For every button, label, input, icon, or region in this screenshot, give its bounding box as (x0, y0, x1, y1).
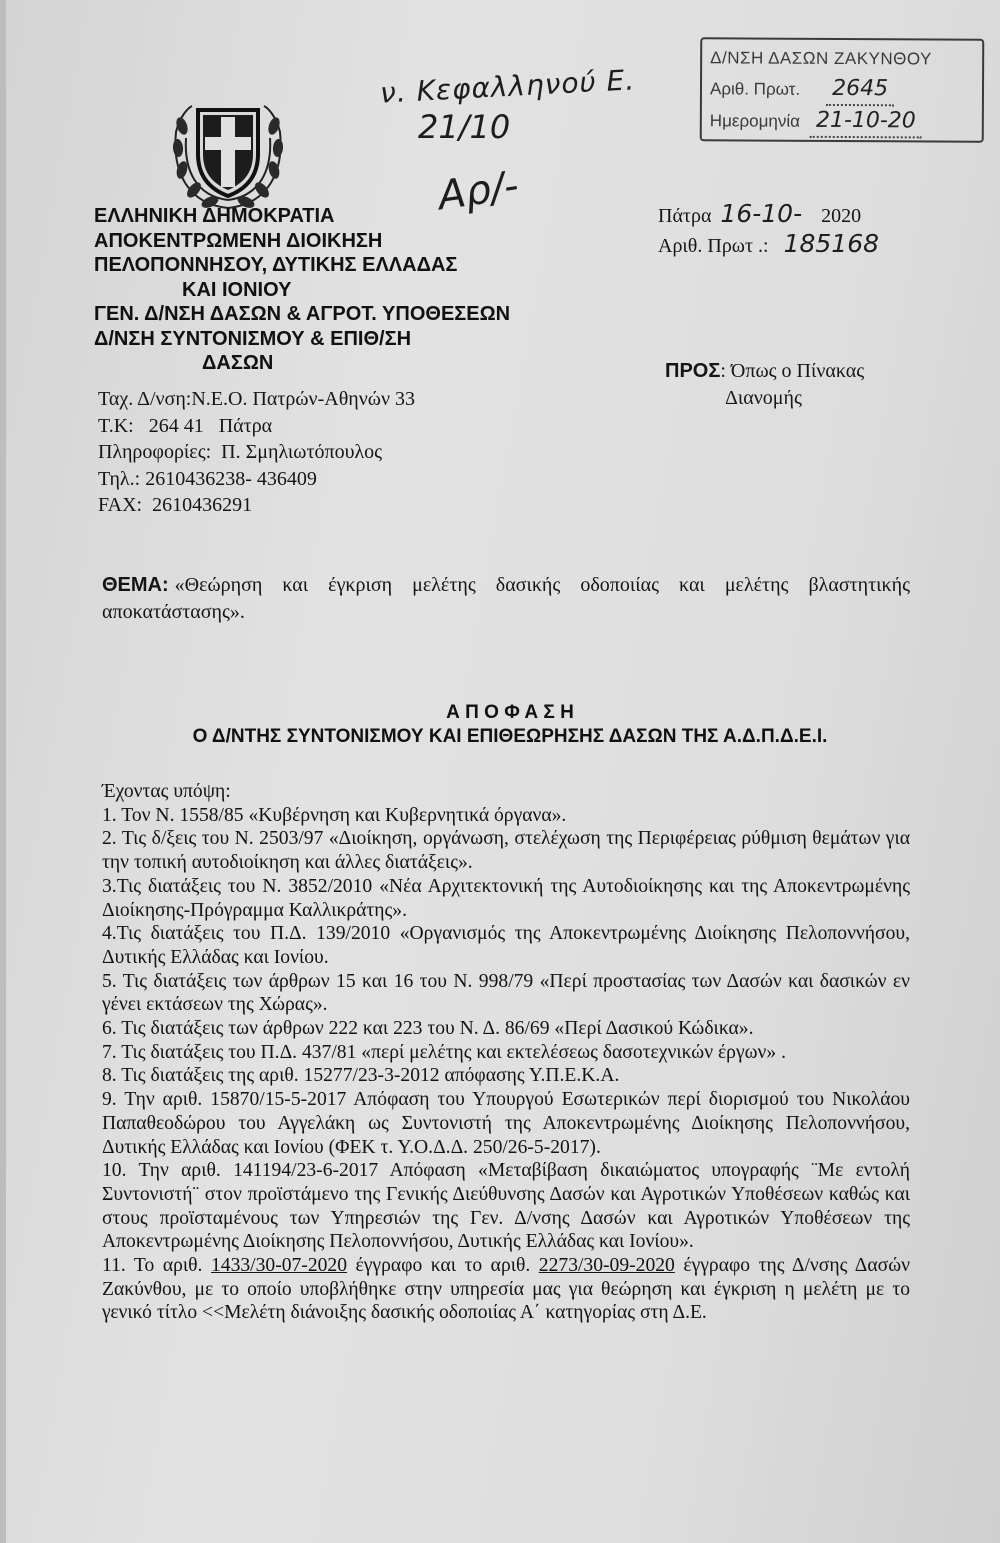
contact-address: Ταχ. Δ/νση:Ν.Ε.Ο. Πατρών-Αθηνών 33 (98, 388, 415, 410)
consideration-item: 6. Τις διατάξεις των άρθρων 222 και 223 του Ν. Δ. 86/69 «Περί Δασικού Κώδικα». (102, 1018, 754, 1040)
dateline-year: 2020 (821, 205, 862, 227)
subject (102, 572, 910, 626)
handwritten-signature: Αρ/- (435, 162, 522, 220)
dateline (658, 200, 879, 260)
consideration-item: 8. Τις διατάξεις της αριθ. 15277/23-3-2012 απόφασης Υ.Π.Ε.Κ.Α. (102, 1065, 620, 1087)
item11-ref2: 2273/30-09-2020 (538, 1255, 675, 1277)
contact-phone: Τηλ.: 2610436238- 436409 (98, 467, 317, 490)
sender-line: Δ/ΝΣΗ ΣΥΝΤΟΝΙΣΜΟΥ & ΕΠΙΘ/ΣΗ (94, 327, 412, 350)
consideration-item-11 (102, 1254, 910, 1325)
stamp-protocol-value: 2645 (826, 74, 894, 106)
recipient-text: : Όπως ο Πίνακας (720, 360, 865, 382)
considerations-intro: Έχοντας υπόψη: (102, 781, 231, 802)
dateline-protocol-label: Αριθ. Πρωτ .: (658, 235, 769, 257)
recipient-block (665, 358, 864, 412)
item11-mid: έγγραφο και το αριθ. (355, 1255, 531, 1277)
consideration-item: 4.Τις διατάξεις του Π.Δ. 139/2010 «Οργανισμός της Αποκεντρωμένης Διοίκησης Πελοποννήσου, Δυτικής Ελλάδας και Ιονίου. (102, 923, 910, 968)
recipient-label: ΠΡΟΣ (665, 360, 721, 382)
sender-line: ΚΑΙ ΙΟΝΙΟΥ (182, 278, 292, 301)
item11-pre: 11. Το αριθ. (102, 1255, 203, 1277)
subject-text: «Θεώρηση και έγκριση μελέτης δασικής οδοποιίας και μελέτης βλαστητικής αποκατάστασης». (102, 574, 910, 623)
greek-coat-of-arms-emblem (158, 92, 298, 216)
handwritten-note-recipient: ν. Κεφαλληνού Ε. (379, 63, 636, 110)
consideration-item: 1. Τον Ν. 1558/85 «Κυβέρνηση και Κυβερνητικά όργανα». (102, 804, 567, 826)
stamp-date-label: Ημερομηνία (709, 111, 801, 131)
contact-fax: FAX: 2610436291 (98, 494, 253, 516)
sender-line: ΔΑΣΩΝ (202, 352, 274, 374)
receipt-stamp (700, 37, 985, 142)
sender-line: ΓΕΝ. Δ/ΝΣΗ ΔΑΣΩΝ & ΑΓΡΟΤ. ΥΠΟΘΕΣΕΩΝ (94, 303, 511, 325)
considerations-list (102, 780, 910, 1325)
dateline-handwritten-date: 16-10- (720, 199, 803, 228)
dateline-place: Πάτρα (658, 205, 712, 227)
contact-postcode: Τ.Κ: 264 41 Πάτρα (98, 414, 273, 437)
sender-contact (98, 386, 415, 519)
dateline-protocol-value: 185168 (783, 229, 880, 258)
sender-line: ΑΠΟΚΕΝΤΡΩΜΕΝΗ ΔΙΟΙΚΗΣΗ (94, 229, 383, 252)
stamp-date-value: 21-10-20 (810, 106, 922, 139)
consideration-item: 2. Τις δ/ξεις του Ν. 2503/97 «Διοίκηση, οργάνωση, στελέχωση της Περιφέρειας ρύθμιση θεμάτων για την τοπική αυτοδιοίκηση και άλλες διατάξεις». (102, 828, 910, 874)
decision-title: Α Π Ο Φ Α Σ Η (446, 702, 574, 723)
sender-header (94, 204, 510, 376)
consideration-item: 7. Τις διατάξεις του Π.Δ. 437/81 «περί μελέτης και εκτελέσεως δασοτεχνικών έργων» . (102, 1041, 786, 1063)
recipient-text-line2: Διανομής (725, 387, 802, 409)
consideration-item: 5. Τις διατάξεις των άρθρων 15 και 16 του Ν. 998/79 «Περί προστασίας των Δασών και δασικών εν γένει εκτάσεων της Χώρας». (102, 970, 910, 1016)
consideration-item: 10. Την αριθ. 141194/23-6-2017 Απόφαση «Μεταβίβαση δικαιώματος υπογραφής ¨Με εντολή Συντονιστή¨ στον προϊστάμενο της Γενικής Διεύθυνσης Δασών και Αγροτικών Υποθέσεων καθώς και στους προϊσταμένους των Υπηρεσιών της Γεν. Δ/νσης Δασών και Αγροτικών Υποθέσεων της Αποκεντρωμένης Διοίκησης Πελοποννήσου, Δυτικής Ελλάδας και Ιονίου». (102, 1160, 910, 1253)
item11-ref1: 1433/30-07-2020 (210, 1255, 348, 1277)
consideration-item: 3.Τις διατάξεις του Ν. 3852/2010 «Νέα Αρχιτεκτονική της Αυτοδιοίκησης και της Αποκεντρωμένης Διοίκησης-Πρόγραμμα Καλλικράτης». (102, 875, 910, 921)
stamp-title: Δ/ΝΣΗ ΔΑΣΩΝ ΖΑΚΥΝΘΟΥ (710, 48, 932, 69)
stamp-protocol-label: Αριθ. Πρωτ. (709, 79, 801, 99)
item11-post: έγγραφο της Δ/νσης Δασών Ζακύνθου, με το οποίο υποβλήθηκε στην υπηρεσία μας για θεώρηση και έγκριση η μελέτη με το γενικό τίτλο <<Μελέτη διάνοιξης δασικής οδοποιίας Α΄ κατηγορίας στη Δ.Ε. (102, 1255, 910, 1324)
contact-info-person: Πληροφορίες: Π. Σμηλιωτόπουλος (98, 441, 383, 463)
sender-line: ΕΛΛΗΝΙΚΗ ΔΗΜΟΚΡΑΤΙΑ (94, 205, 335, 227)
consideration-item: 9. Την αριθ. 15870/15-5-2017 Απόφαση του Υπουργού Εσωτερικών περί διορισμού του Νικολάου Παπαθεοδώρου του Αγγελάκη ως Συντονιστή της Αποκεντρωμένης Διοίκησης Πελοποννήσου, Δυτικής Ελλάδας και Ιονίου (ΦΕΚ τ. Υ.Ο.Δ.Δ. 250/26-5-2017). (102, 1089, 910, 1158)
sender-line: ΠΕΛΟΠΟΝΝΗΣΟΥ, ΔΥΤΙΚΗΣ ΕΛΛΑΔΑΣ (94, 254, 458, 276)
decision-subtitle: Ο Δ/ΝΤΗΣ ΣΥΝΤΟΝΙΣΜΟΥ ΚΑΙ ΕΠΙΘΕΩΡΗΣΗΣ ΔΑΣΩΝ ΤΗΣ Α.Δ.Π.Δ.Ε.Ι. (192, 726, 828, 747)
subject-label: ΘΕΜΑ: (102, 574, 169, 596)
handwritten-note-date: 21/10 (418, 108, 511, 146)
